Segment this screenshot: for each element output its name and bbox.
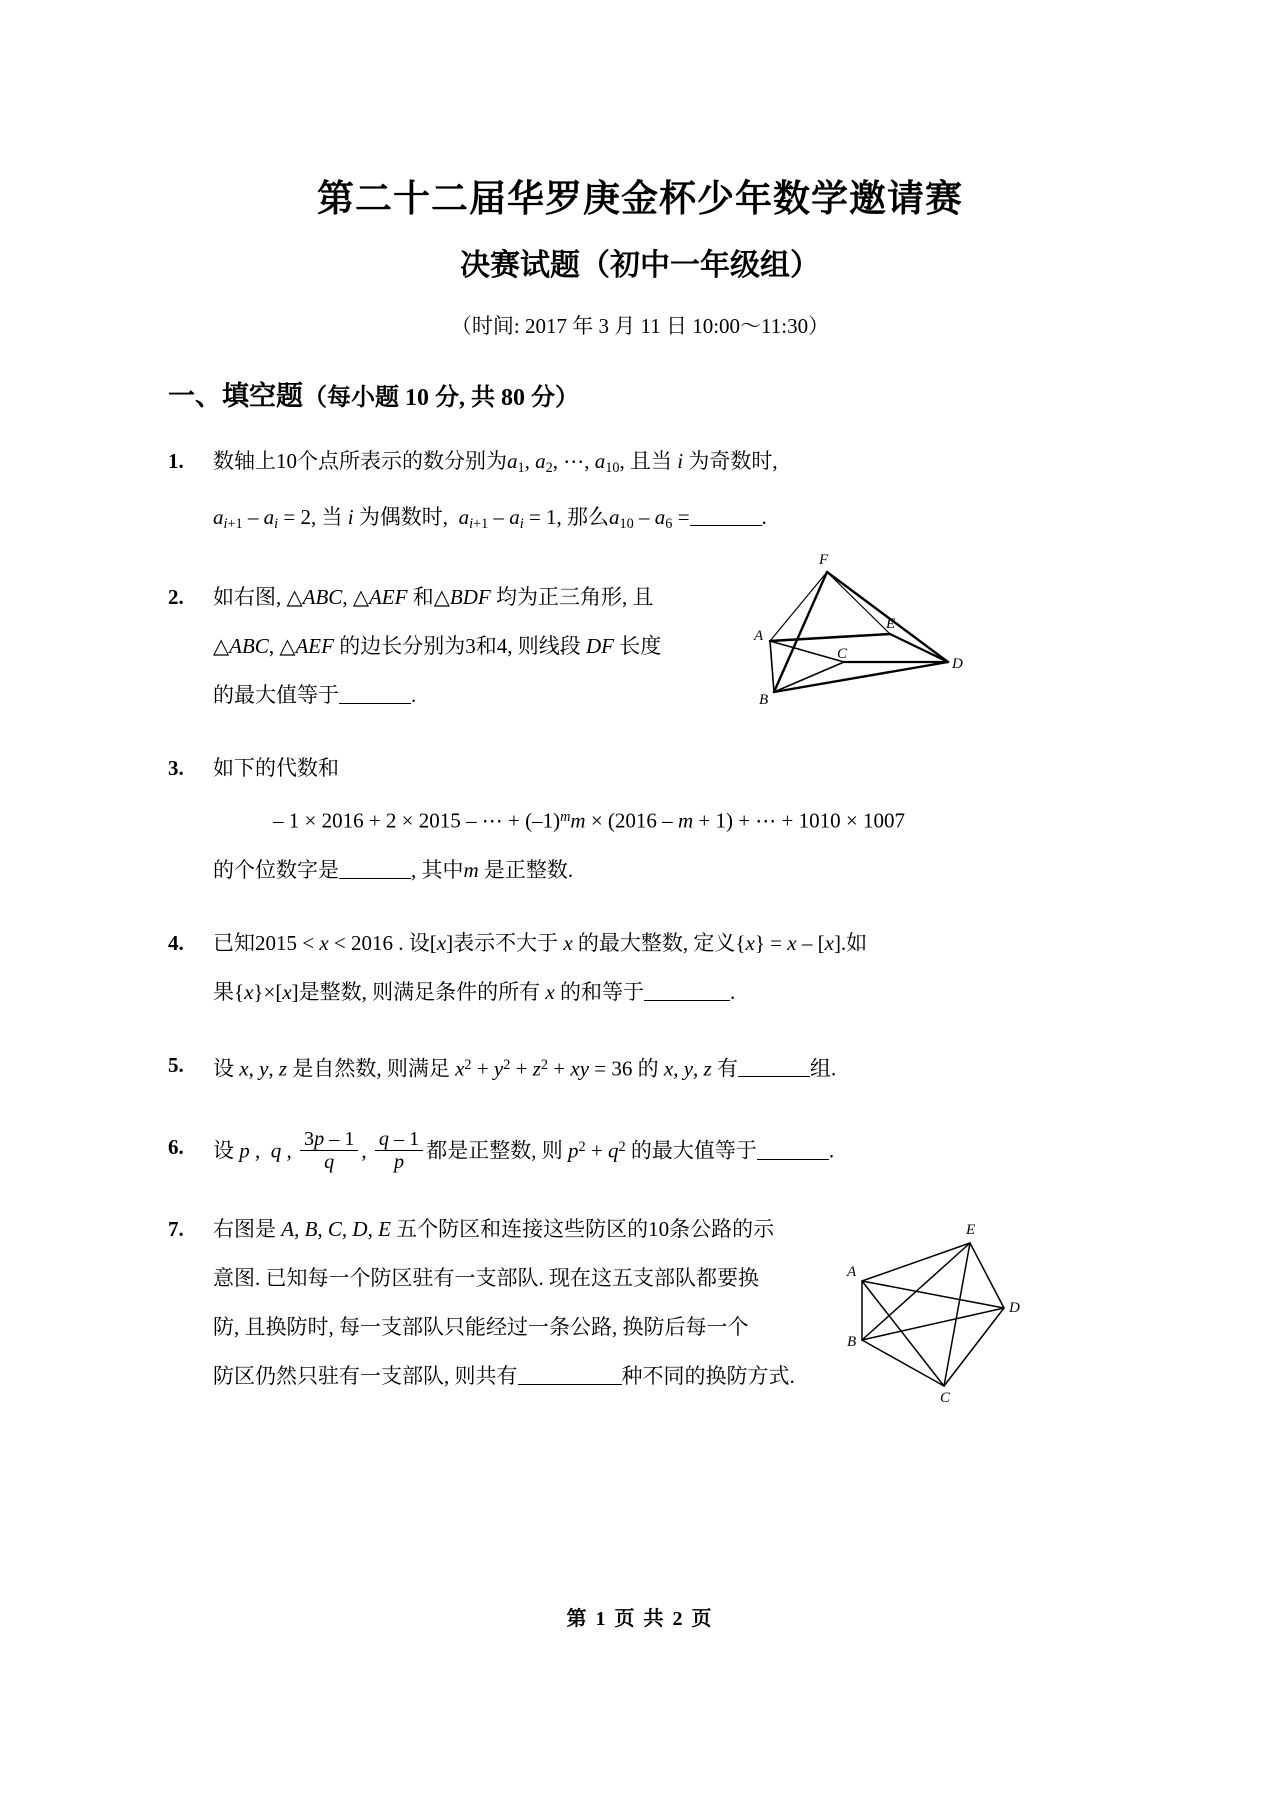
problem-3-expression: – 1 × 2016 + 2 × 2015 – ⋯ + $(-1)^mm \times (2016 - m + 1)$ + ⋯ + 1010 × 1007 — [273, 808, 905, 833]
problem-7-line-2: 意图. 已知每一个防区驻有一支部队. 现在这五支部队都要换 — [213, 1265, 759, 1290]
problem-6-body — [168, 1117, 1280, 1180]
problem-5-body — [168, 1041, 1280, 1093]
problem-5-line-1: 设 x, y, z 是自然数, 则满足 $x^2 + y^2 + z^2$ + xy = 36 的 x, y, z 有 组. — [213, 1056, 837, 1081]
page-footer: 第 1 页 共 2 页 — [566, 1608, 714, 1630]
problem-7 — [0, 1205, 1280, 1401]
fraction-q-1-over-p: $\frac{q - 1}{p}$ — [375, 1128, 423, 1174]
problem-2-line-1: 如右图, △ABC, △AEF 和△BDF 均为正三角形, 且 — [213, 585, 654, 610]
answer-blank-5[interactable] — [738, 1055, 810, 1077]
problem-7-line-4: 防区仍然只驻有一支部队, 则共有 种不同的换防方式. — [213, 1363, 795, 1388]
figure-2-label-C: C — [837, 646, 848, 662]
page-title: 第二十二届华罗庚金杯少年数学邀请赛 — [317, 179, 963, 220]
fraction-3p-1-over-q: $\frac{3p - 1}{q}$ — [300, 1128, 358, 1174]
answer-blank-3[interactable] — [339, 857, 411, 879]
problem-7-body — [168, 1205, 1280, 1401]
problem-6-number: 6. — [168, 1135, 184, 1160]
problem-7-line-3: 防, 且换防时, 每一支部队只能经过一条公路, 换防后每一个 — [213, 1314, 749, 1339]
problem-7-number: 7. — [168, 1216, 184, 1241]
answer-blank-7[interactable] — [518, 1363, 622, 1385]
problem-3-line-1: 如下的代数和 — [213, 756, 339, 781]
problem-2-line-3: 的最大值等于 . — [213, 683, 417, 708]
figure-2-label-B: B — [759, 692, 769, 706]
answer-blank-4[interactable] — [644, 979, 730, 1001]
problem-1-number: 1. — [168, 449, 184, 474]
figure-7-label-B: B — [847, 1334, 857, 1350]
problem-3-line-3: 的个位数字是 , 其中m 是正整数. — [213, 857, 574, 882]
problem-3-body — [168, 744, 1280, 894]
exam-datetime: （时间: 2017 年 3 月 11 日 10:00～11:30） — [450, 314, 830, 339]
answer-blank-2[interactable] — [339, 682, 411, 704]
problem-4-number: 4. — [168, 930, 184, 955]
problem-2-body — [168, 573, 1280, 720]
figure-2-label-F: F — [819, 552, 829, 568]
problem-4 — [0, 919, 1280, 1017]
figure-7-label-C: C — [940, 1390, 951, 1406]
problem-1-body — [168, 437, 1280, 549]
problem-3 — [0, 744, 1280, 894]
problem-2-line-2: △ABC, △AEF 的边长分别为3和4, 则线段 DF 长度 — [213, 634, 662, 659]
problem-1 — [0, 437, 1280, 549]
problem-3-number: 3. — [168, 756, 184, 781]
figure-2-label-A: A — [754, 628, 764, 644]
section-heading — [0, 340, 1280, 413]
figure-7-label-E: E — [966, 1222, 976, 1238]
problem-5-number: 5. — [168, 1052, 184, 1077]
section-note: （每小题 10 分, 共 80 分） — [303, 385, 579, 412]
problem-2-number: 2. — [168, 585, 184, 610]
figure-problem-7 — [846, 1218, 1046, 1408]
figure-2-label-E: E — [886, 616, 896, 632]
problem-2 — [0, 573, 1280, 720]
figure-7-label-D: D — [1009, 1300, 1020, 1316]
figure-2-label-D: D — [952, 656, 963, 672]
page-subtitle: 决赛试题（初中一年级组） — [460, 249, 820, 283]
problem-7-line-1: 右图是 A, B, C, D, E 五个防区和连接这些防区的10条公路的示 — [213, 1216, 775, 1241]
figure-problem-2 — [752, 546, 982, 706]
problem-1-line-2: $a_{i+1} - a_i = 2$, 当 i 为偶数时, $a_{i+1} - a_i = 1$, 那么$a_{10} - a_6$ = . — [213, 505, 767, 533]
problem-5 — [0, 1041, 1280, 1093]
figure-7-label-A: A — [847, 1264, 857, 1280]
problem-6-line-1: 设 p , q , $\frac{3p - 1}{q}$ , $\frac{q - 1}{p}$ 都是正整数, 则 $p^2 + q^2$ 的最大值等于 . — [213, 1127, 835, 1174]
problem-4-line-2: 果{x}×[x]是整数, 则满足条件的所有 x 的和等于 . — [213, 979, 736, 1004]
problem-4-body — [168, 919, 1280, 1017]
problem-4-line-1: 已知2015 < x < 2016 . 设[x]表示不大于 x 的最大整数, 定义{x} = x – [x].如 — [213, 930, 868, 955]
section-label: 一、填空题 — [168, 381, 303, 412]
problem-1-line-1: 数轴上10个点所表示的数分别为$a_1$, $a_2$, ⋯, $a_{10}$, 且当 i 为奇数时, — [213, 449, 778, 477]
problem-6 — [0, 1117, 1280, 1180]
answer-blank-6[interactable] — [757, 1138, 829, 1160]
answer-blank-1[interactable] — [690, 504, 762, 526]
